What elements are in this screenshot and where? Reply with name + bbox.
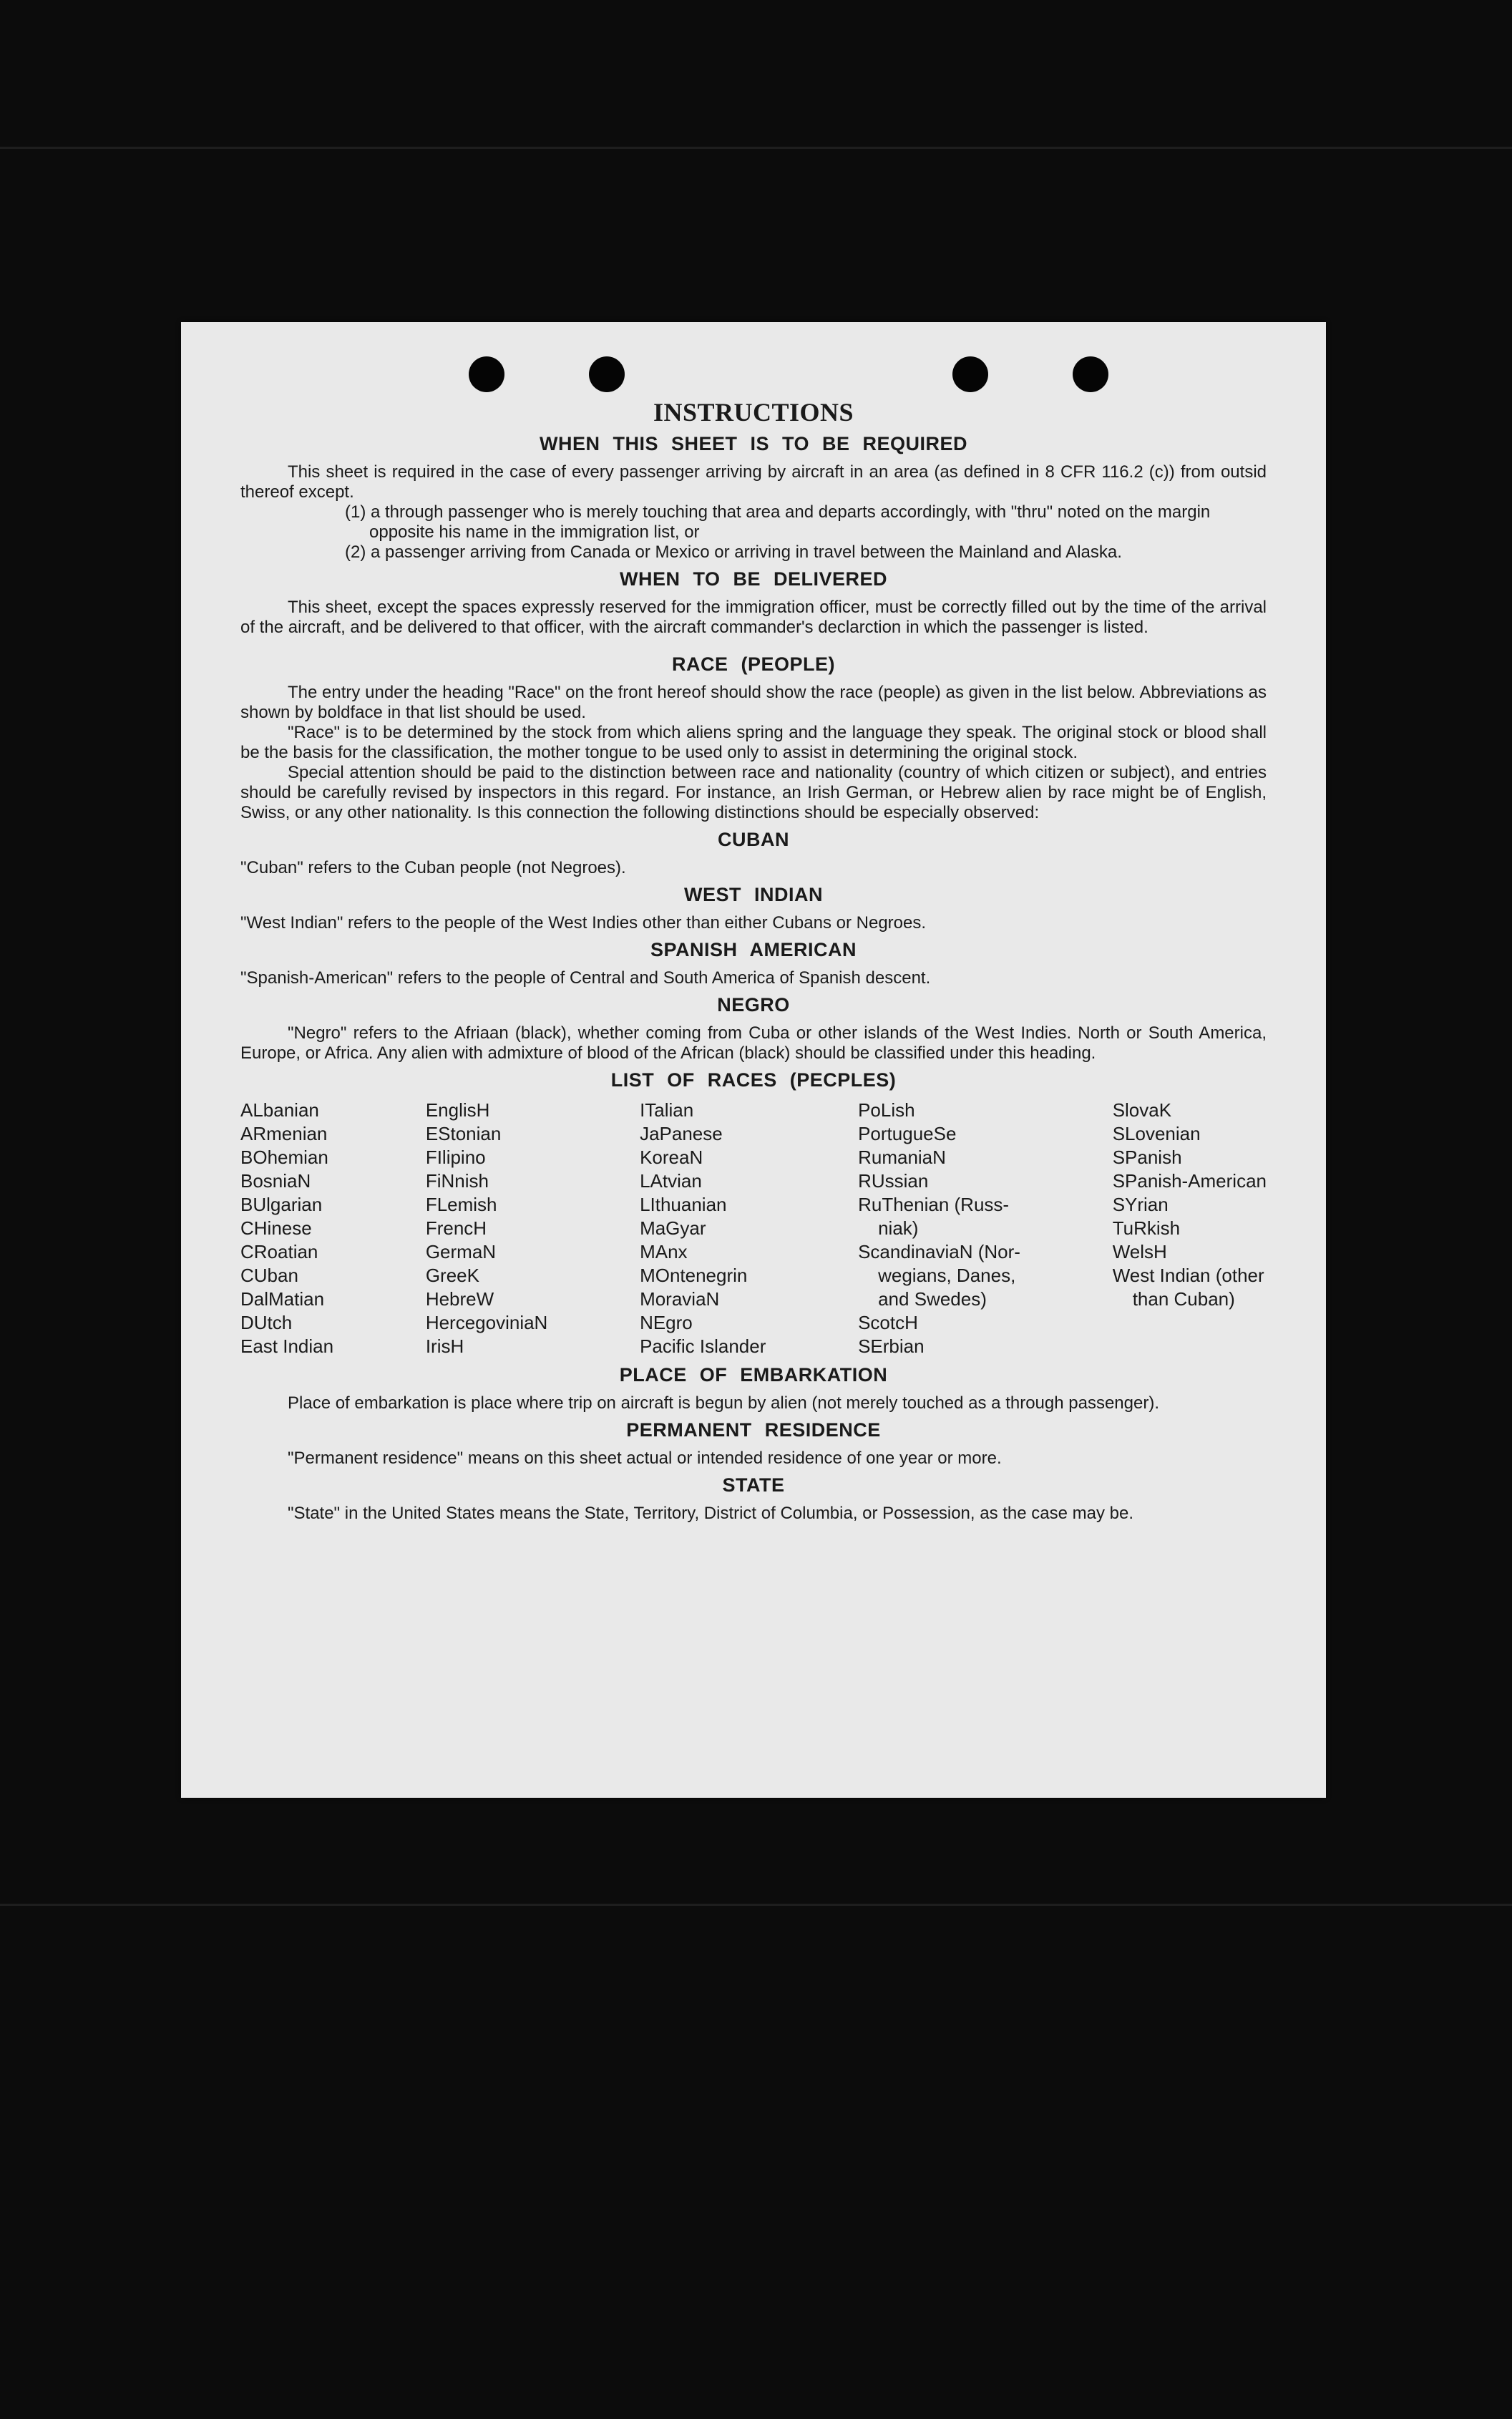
race-entry-continuation: than Cuban) bbox=[1132, 1288, 1235, 1310]
race-entry: GermaN bbox=[425, 1241, 497, 1262]
section-heading-spanish-american: SPANISH AMERICAN bbox=[650, 939, 857, 960]
race-entry: SLovenian bbox=[1112, 1123, 1201, 1144]
race-entry: CUban bbox=[240, 1265, 298, 1286]
race-entry: SlovaK bbox=[1112, 1099, 1172, 1121]
state-text: "State" in the United States means the State, Territory, District of Columbia, or Possession, as the case may be. bbox=[288, 1504, 1134, 1523]
race-entry: FLemish bbox=[425, 1194, 497, 1215]
race-paragraph-3: Special attention should be paid to the distinction between race and nationality (country of which citizen or subject), and entries should be carefully revised by inspectors in this regard. For instance, an Irish German, or Hebrew alien by race might be of English, Swiss, or any other nationality. Is this connection the following distinctions should be especially observed: bbox=[240, 763, 1267, 822]
races-list bbox=[240, 1099, 1267, 1358]
race-entry: Pacific Islander bbox=[640, 1335, 766, 1357]
race-entry: ScotcH bbox=[858, 1312, 918, 1333]
film-edge-line bbox=[0, 1904, 1512, 1906]
races-column-3 bbox=[640, 1099, 766, 1358]
race-entry-continuation: niak) bbox=[878, 1217, 919, 1239]
embarkation-text: Place of embarkation is place where trip on aircraft is begun by alien (not merely touched as a through passenger). bbox=[288, 1393, 1159, 1413]
section-heading-cuban: CUBAN bbox=[718, 829, 789, 850]
race-entry: FIlipino bbox=[425, 1147, 486, 1168]
race-entry: West Indian (other bbox=[1112, 1265, 1264, 1286]
punch-hole bbox=[589, 356, 625, 392]
race-entry: WelsH bbox=[1112, 1241, 1167, 1262]
document-title: INSTRUCTIONS bbox=[653, 398, 854, 427]
punch-hole bbox=[952, 356, 988, 392]
race-entry: SYrian bbox=[1112, 1194, 1169, 1215]
section-heading-west-indian: WEST INDIAN bbox=[684, 884, 823, 905]
negro-text: "Negro" refers to the Afriaan (black), whether coming from Cuba or other islands of the West Indies. North or South America, Europe, or Africa. Any alien with admixture of blood of the African (black) should be classified under this heading. bbox=[240, 1023, 1267, 1063]
race-entry: TuRkish bbox=[1112, 1217, 1181, 1239]
race-entry: PoLish bbox=[858, 1099, 915, 1121]
race-entry: ARmenian bbox=[240, 1123, 328, 1144]
race-entry: SErbian bbox=[858, 1335, 925, 1357]
race-entry: BosniaN bbox=[240, 1170, 311, 1192]
section-heading-negro: NEGRO bbox=[717, 994, 790, 1016]
races-column-4 bbox=[858, 1099, 1020, 1358]
race-entry: JaPanese bbox=[640, 1123, 723, 1144]
section-heading-delivered: WHEN TO BE DELIVERED bbox=[619, 568, 888, 590]
race-paragraph-1: The entry under the heading "Race" on the front hereof should show the race (people) as given in the list below. Abbreviations as shown by boldface in that list should be used. bbox=[240, 683, 1267, 722]
races-column-2 bbox=[426, 1099, 548, 1358]
race-entry: CHinese bbox=[240, 1217, 312, 1239]
race-entry: KoreaN bbox=[640, 1147, 703, 1168]
race-entry: EnglisH bbox=[425, 1099, 490, 1121]
delivered-text: This sheet, except the spaces expressly reserved for the immigration officer, must be correctly filled out by the time of the arrival of the aircraft, and be delivered to that officer, with the aircraft commander's declarction in which the passenger is listed. bbox=[240, 598, 1267, 637]
west-indian-text: "West Indian" refers to the people of the West Indies other than either Cubans or Negroes. bbox=[240, 913, 927, 933]
section-heading-race: RACE (PEOPLE) bbox=[671, 653, 836, 675]
race-entry-continuation: wegians, Danes, bbox=[878, 1265, 1016, 1286]
race-paragraph-2: "Race" is to be determined by the stock from which aliens spring and the language they speak. The original stock or blood shall be the basis for the classification, the mother tongue to be used only to assist in determining the original stock. bbox=[240, 723, 1267, 762]
race-entry: DalMatian bbox=[240, 1288, 325, 1310]
section-heading-residence: PERMANENT RESIDENCE bbox=[626, 1419, 881, 1441]
race-entry: ScandinaviaN (Nor- bbox=[858, 1241, 1020, 1262]
races-column-1 bbox=[240, 1099, 333, 1358]
race-entry: SPanish bbox=[1112, 1147, 1182, 1168]
required-item-2: (2) a passenger arriving from Canada or Mexico or arriving in travel between the Mainland and Alaska. bbox=[345, 542, 1122, 562]
required-item-1: (1) a through passenger who is merely touching that area and departs accordingly, with "thru" noted on the margin opposite his name in the immigration list, or bbox=[345, 502, 1211, 542]
section-heading-required: WHEN THIS SHEET IS TO BE REQUIRED bbox=[539, 433, 968, 454]
race-entry: NEgro bbox=[640, 1312, 693, 1333]
race-entry: HebreW bbox=[425, 1288, 494, 1310]
race-entry: MOntenegrin bbox=[640, 1265, 748, 1286]
race-entry: ALbanian bbox=[240, 1099, 319, 1121]
cuban-text: "Cuban" refers to the Cuban people (not Negroes). bbox=[240, 858, 626, 877]
race-entry: CRoatian bbox=[240, 1241, 318, 1262]
race-entry: RumaniaN bbox=[858, 1147, 946, 1168]
race-entry: East Indian bbox=[240, 1335, 334, 1357]
punch-hole bbox=[1073, 356, 1108, 392]
section-heading-list-of-races: LIST OF RACES (PECPLES) bbox=[610, 1069, 897, 1091]
race-entry: SPanish-American bbox=[1112, 1170, 1267, 1192]
race-entry: PortugueSe bbox=[858, 1123, 957, 1144]
race-entry: GreeK bbox=[425, 1265, 479, 1286]
race-entry: MaGyar bbox=[640, 1217, 706, 1239]
races-column-5 bbox=[1113, 1099, 1267, 1358]
race-entry: RUssian bbox=[858, 1170, 929, 1192]
race-entry: EStonian bbox=[425, 1123, 502, 1144]
punch-hole bbox=[469, 356, 504, 392]
race-entry: FrencH bbox=[425, 1217, 487, 1239]
film-edge-line bbox=[0, 147, 1512, 149]
race-entry: MAnx bbox=[640, 1241, 688, 1262]
sheet-content bbox=[240, 397, 1267, 1524]
section-heading-embarkation: PLACE OF EMBARKATION bbox=[619, 1364, 888, 1386]
spanish-american-text: "Spanish-American" refers to the people of Central and South America of Spanish descent. bbox=[240, 968, 931, 988]
race-entry: DUtch bbox=[240, 1312, 293, 1333]
race-entry: RuThenian (Russ- bbox=[858, 1194, 1010, 1215]
race-entry: FiNnish bbox=[425, 1170, 489, 1192]
race-entry: BUlgarian bbox=[240, 1194, 323, 1215]
required-intro: This sheet is required in the case of every passenger arriving by aircraft in an area (as defined in 8 CFR 116.2 (c)) from outsid thereof except. bbox=[240, 462, 1267, 502]
instruction-sheet bbox=[181, 322, 1326, 1798]
race-entry: MoraviaN bbox=[640, 1288, 720, 1310]
race-entry: HercegoviniaN bbox=[425, 1312, 548, 1333]
race-entry: LIthuanian bbox=[640, 1194, 727, 1215]
residence-text: "Permanent residence" means on this sheet actual or intended residence of one year or more. bbox=[288, 1449, 1002, 1468]
race-entry: ITalian bbox=[640, 1099, 694, 1121]
race-entry: LAtvian bbox=[640, 1170, 702, 1192]
section-heading-state: STATE bbox=[722, 1474, 785, 1496]
race-entry: BOhemian bbox=[240, 1147, 328, 1168]
race-entry: IrisH bbox=[425, 1335, 464, 1357]
race-entry-continuation: and Swedes) bbox=[878, 1288, 987, 1310]
